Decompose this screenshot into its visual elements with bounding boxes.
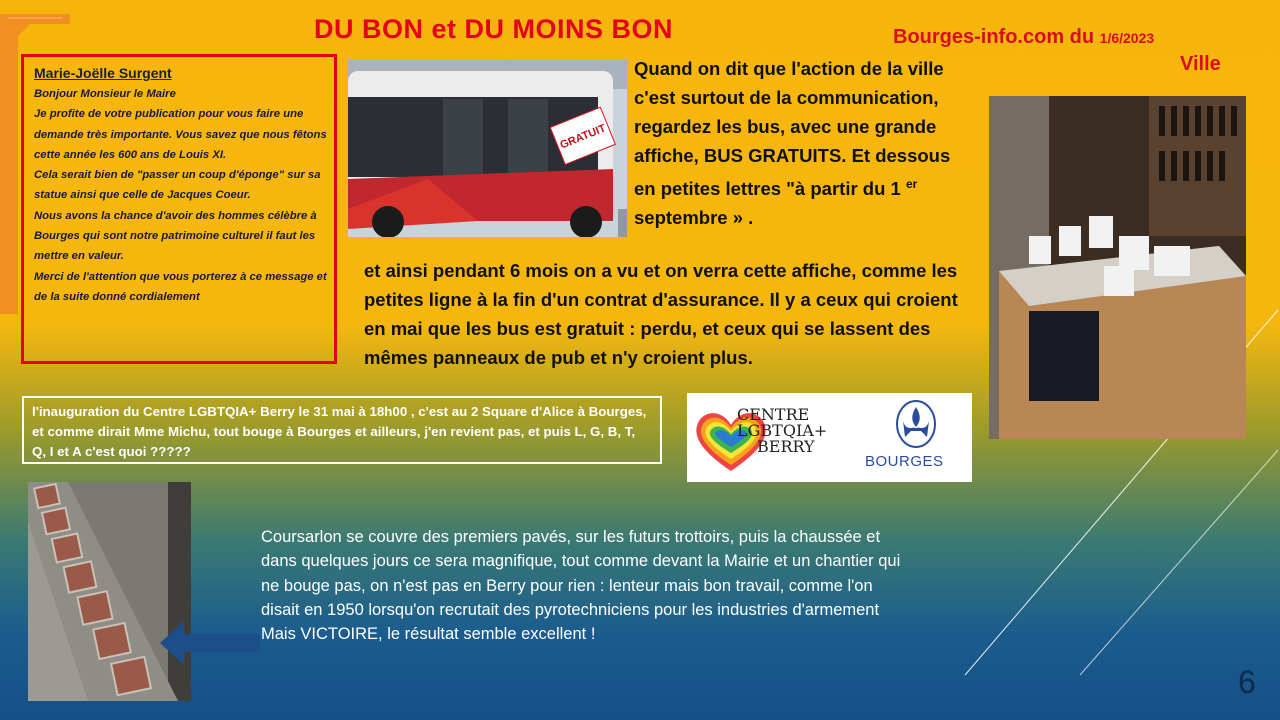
fleur-de-lis-icon	[895, 399, 937, 449]
left-arrow-icon	[160, 621, 260, 665]
site-date	[893, 26, 1154, 49]
section-label: Ville	[1180, 53, 1221, 75]
paving-photo	[28, 482, 191, 701]
letter-author: Marie-Joëlle Surgent	[34, 65, 172, 81]
bus-sign: GRATUIT	[558, 122, 608, 152]
logos-panel	[687, 393, 972, 482]
logo-lgbtqia: LGBTQIA+	[737, 421, 828, 440]
page-title: DU BON et DU MOINS BON	[314, 14, 674, 44]
letter-body: Bonjour Monsieur le Maire Je profite de votre publication pour vous faire une demande très importante. Vous savez que nous fêtons cette année les 600 ans de Louis XI. Cela serait bien de "passer un coup d'éponge" sur sa statue ainsi que celle de Jacques Coeur. Nous avons la chance d'avoir des hommes célèbre à Bourges qui sont notre patrimoine culturel il faut les mettre en valeur. Merci de l'attention que vous porterez à ce message et de la suite donné cordialement	[34, 88, 327, 303]
logo-bourges: BOURGES	[865, 453, 944, 470]
page-number: 6	[1238, 664, 1256, 700]
coursarlon-paragraph: Coursarlon se couvre des premiers pavés, sur les futurs trottoirs, puis la chaussée et dans quelques jours ce sera magnifique, tout comme devant la Mairie et un chantier qui ne bouge pas, on n'est pas en Berry pour rien : lenteur mais bon travail, comme l'on disait en 1950 lorsqu'on recrutait des pyrotechniciens pour les industries d'armement Mais VICTOIRE, le résultat semble excellent !	[261, 528, 901, 644]
bus-text-before: Quand on dit que l'action de la ville c'est surtout de la communication, regardez les bus, avec une grande affiche, BUS GRATUITS. Et dessous en petites lettres "à partir du 1	[634, 58, 951, 200]
bus-paragraph	[634, 54, 974, 232]
lgbt-box: l'inauguration du Centre LGBTQIA+ Berry le 31 mai à 18h00 , c'est au 2 Square d'Alice à Bourges, et comme dirait Mme Michu, tout bouge à Bourges et ailleurs, j'en revient pas, et puis L, G, B, T, Q, I et A c'est quoi ?????	[22, 396, 662, 464]
bus-text-after: septembre » .	[634, 207, 754, 229]
bus-text-sup: er	[905, 177, 918, 191]
site-name: Bourges-info.com du	[893, 26, 1095, 48]
bus-paragraph-2: et ainsi pendant 6 mois on a vu et on verra cette affiche, comme les petites ligne à la fin d'un contrat d'assurance. Il y a ceux qui croient en mai que les bus est gratuit : perdu, et ceux qui se lassent des mêmes panneaux de pub et n'y croient plus.	[364, 260, 958, 368]
publication-date: 1/6/2023	[1099, 30, 1155, 46]
bus-photo	[348, 59, 627, 237]
logo-berry: BERRY	[757, 437, 815, 456]
tourism-shop-photo	[989, 96, 1246, 439]
logo-centre: CENTRE	[737, 405, 810, 424]
letter-box	[21, 54, 337, 364]
